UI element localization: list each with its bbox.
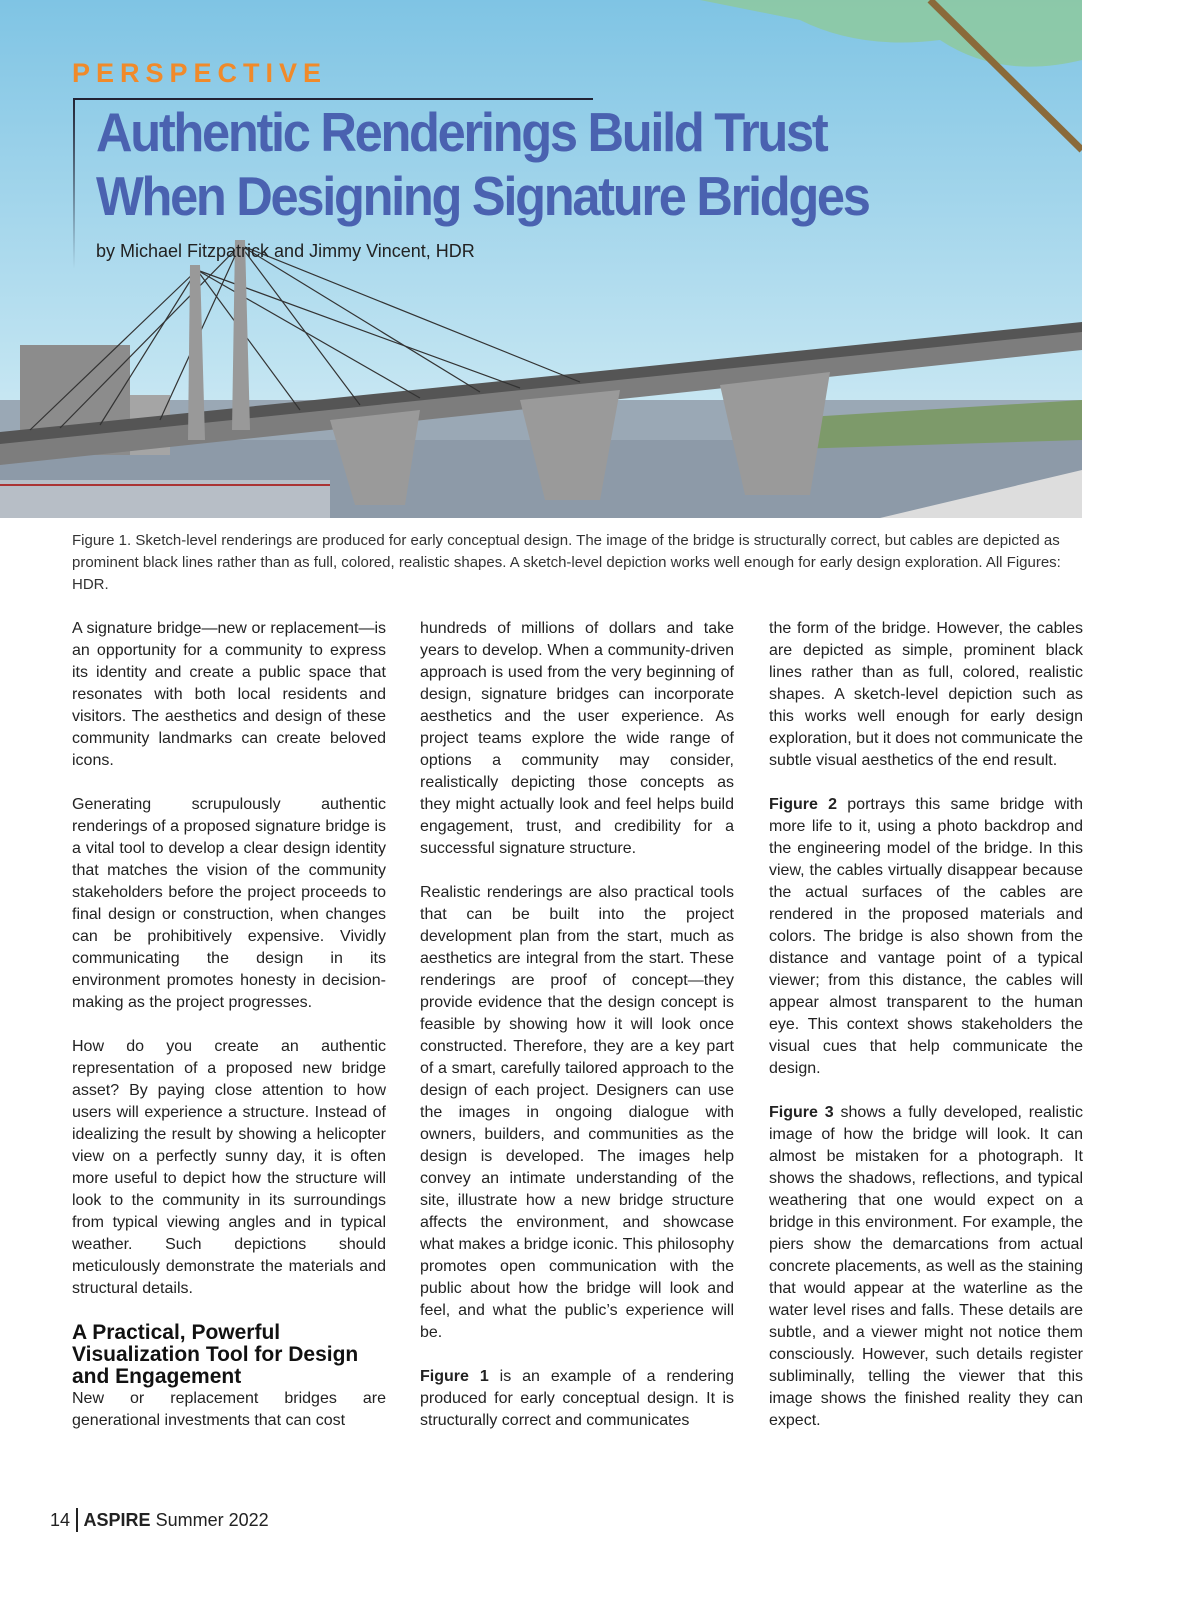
title-line-2: When Designing Signature Bridges xyxy=(96,165,869,227)
page-number: 14 xyxy=(50,1509,71,1530)
paragraph: New or replacement bridges are generational investments that can cost xyxy=(72,1390,386,1429)
column-1 xyxy=(72,618,386,1454)
paragraph: hundreds of millions of dollars and take years to develop. When a community-driven approach is used from the very beginning of design, signature bridges can incorporate aesthetics and the user experience. As project teams explore the wide range of options a community may consider, realistically depicting those concepts as they might actually look and feel helps build engagement, trust, and credibility for a successful signature structure. xyxy=(420,620,734,857)
paragraph xyxy=(420,1366,734,1432)
paragraph xyxy=(769,794,1083,1080)
section-heading: A Practical, Powerful Visualization Tool for Design and Engagement xyxy=(72,1321,359,1388)
figure-ref: Figure 2 xyxy=(769,796,838,813)
paragraph-text: portrays this same bridge with more life to it, using a photo backdrop and the engineering model of the bridge. In this view, the cables virtually disappear because the actual surfaces of the cables are rendered in the proposed materials and colors. The bridge is also shown from the distance and vantage point of a typical viewer; from this distance, the cables will appear almost transparent to the human eye. This context shows stakeholders the visual cues that help communicate the design. xyxy=(769,796,1083,1077)
paragraph-text: is an example of a rendering produced for early conceptual design. It is structurally correct and communicates xyxy=(420,1368,735,1429)
title-line-1: Authentic Renderings Build Trust xyxy=(96,101,827,163)
paragraph: the form of the bridge. However, the cables are depicted as simple, prominent black lines rather than as full, colored, realistic shapes. A sketch-level depiction such as this works well enough for early design exploration, but it does not communicate the subtle visual aesthetics of the end result. xyxy=(769,620,1083,769)
paragraph: A signature bridge—new or replacement—is an opportunity for a community to express its identity and create a public space that resonates with both local residents and visitors. The aesthetics and design of these community landmarks can create beloved icons. xyxy=(72,620,386,769)
byline: by Michael Fitzpatrick and Jimmy Vincent, HDR xyxy=(96,241,475,261)
paragraph-text: shows a fully developed, realistic image of how the bridge will look. It can almost be mistaken for a photograph. It shows the shadows, reflections, and typical weathering that one would expect on a bridge in this environment. For example, the piers show the demarcations from actual concrete placements, as well as the staining that would appear at the waterline as the water level rises and falls. These details are subtle, and a viewer might not notice them consciously. However, such details register subliminally, telling the viewer that this image shows the finished reality they can expect. xyxy=(769,1104,1084,1429)
paragraph: Generating scrupulously authentic renderings of a proposed signature bridge is a vital tool to develop a clear design identity that matches the vision of the community stakeholders before the project proceeds to final design or construction, when changes can be prohibitively expensive. Vividly communicating the design in its environment promotes honesty in decision-making as the project progresses. xyxy=(72,796,386,1011)
paragraph: Realistic renderings are also practical tools that can be built into the project development plan from the start, much as aesthetics are integral from the start. These renderings are proof of concept—they provide evidence that the design concept is feasible by showing how it will look once constructed. Therefore, they are a key part of a smart, carefully tailored approach to the design of each project. Designers can use the images in ongoing dialogue with owners, builders, and communities as the design is developed. The images help convey an intimate understanding of the site, illustrate how a new bridge structure affects the environment, and showcase what makes a bridge iconic. This philosophy promotes open communication with the public about how the bridge will look and feel, and what the public’s experience will be. xyxy=(420,884,734,1341)
magazine-name: ASPIRE xyxy=(83,1509,151,1530)
figure-ref: Figure 1 xyxy=(420,1368,489,1385)
issue-label: Summer 2022 xyxy=(155,1509,269,1530)
section-kicker: PERSPECTIVE xyxy=(72,58,328,88)
figure-ref: Figure 3 xyxy=(769,1104,834,1121)
column-3 xyxy=(769,618,1083,1454)
page-footer xyxy=(50,1508,269,1532)
paragraph: How do you create an authentic representation of a proposed new bridge asset? By paying close attention to how users will experience a structure. Instead of idealizing the result by showing a helicopter view on a perfectly sunny day, it is often more useful to depict how the structure will look to the community in its surroundings from typical viewing angles and in typical weather. Such depictions should meticulously demonstrate the materials and structural details. xyxy=(72,1038,386,1297)
paragraph xyxy=(769,1102,1083,1432)
article-title xyxy=(96,100,869,228)
footer-divider xyxy=(76,1508,78,1532)
column-2 xyxy=(420,618,734,1454)
figure-1-caption: Figure 1. Sketch-level renderings are produced for early conceptual design. The image of the bridge is structurally correct, but cables are depicted as prominent black lines rather than as full, colored, realistic shapes. A sketch-level depiction works well enough for early design exploration. All Figures: HDR. xyxy=(72,532,1061,593)
